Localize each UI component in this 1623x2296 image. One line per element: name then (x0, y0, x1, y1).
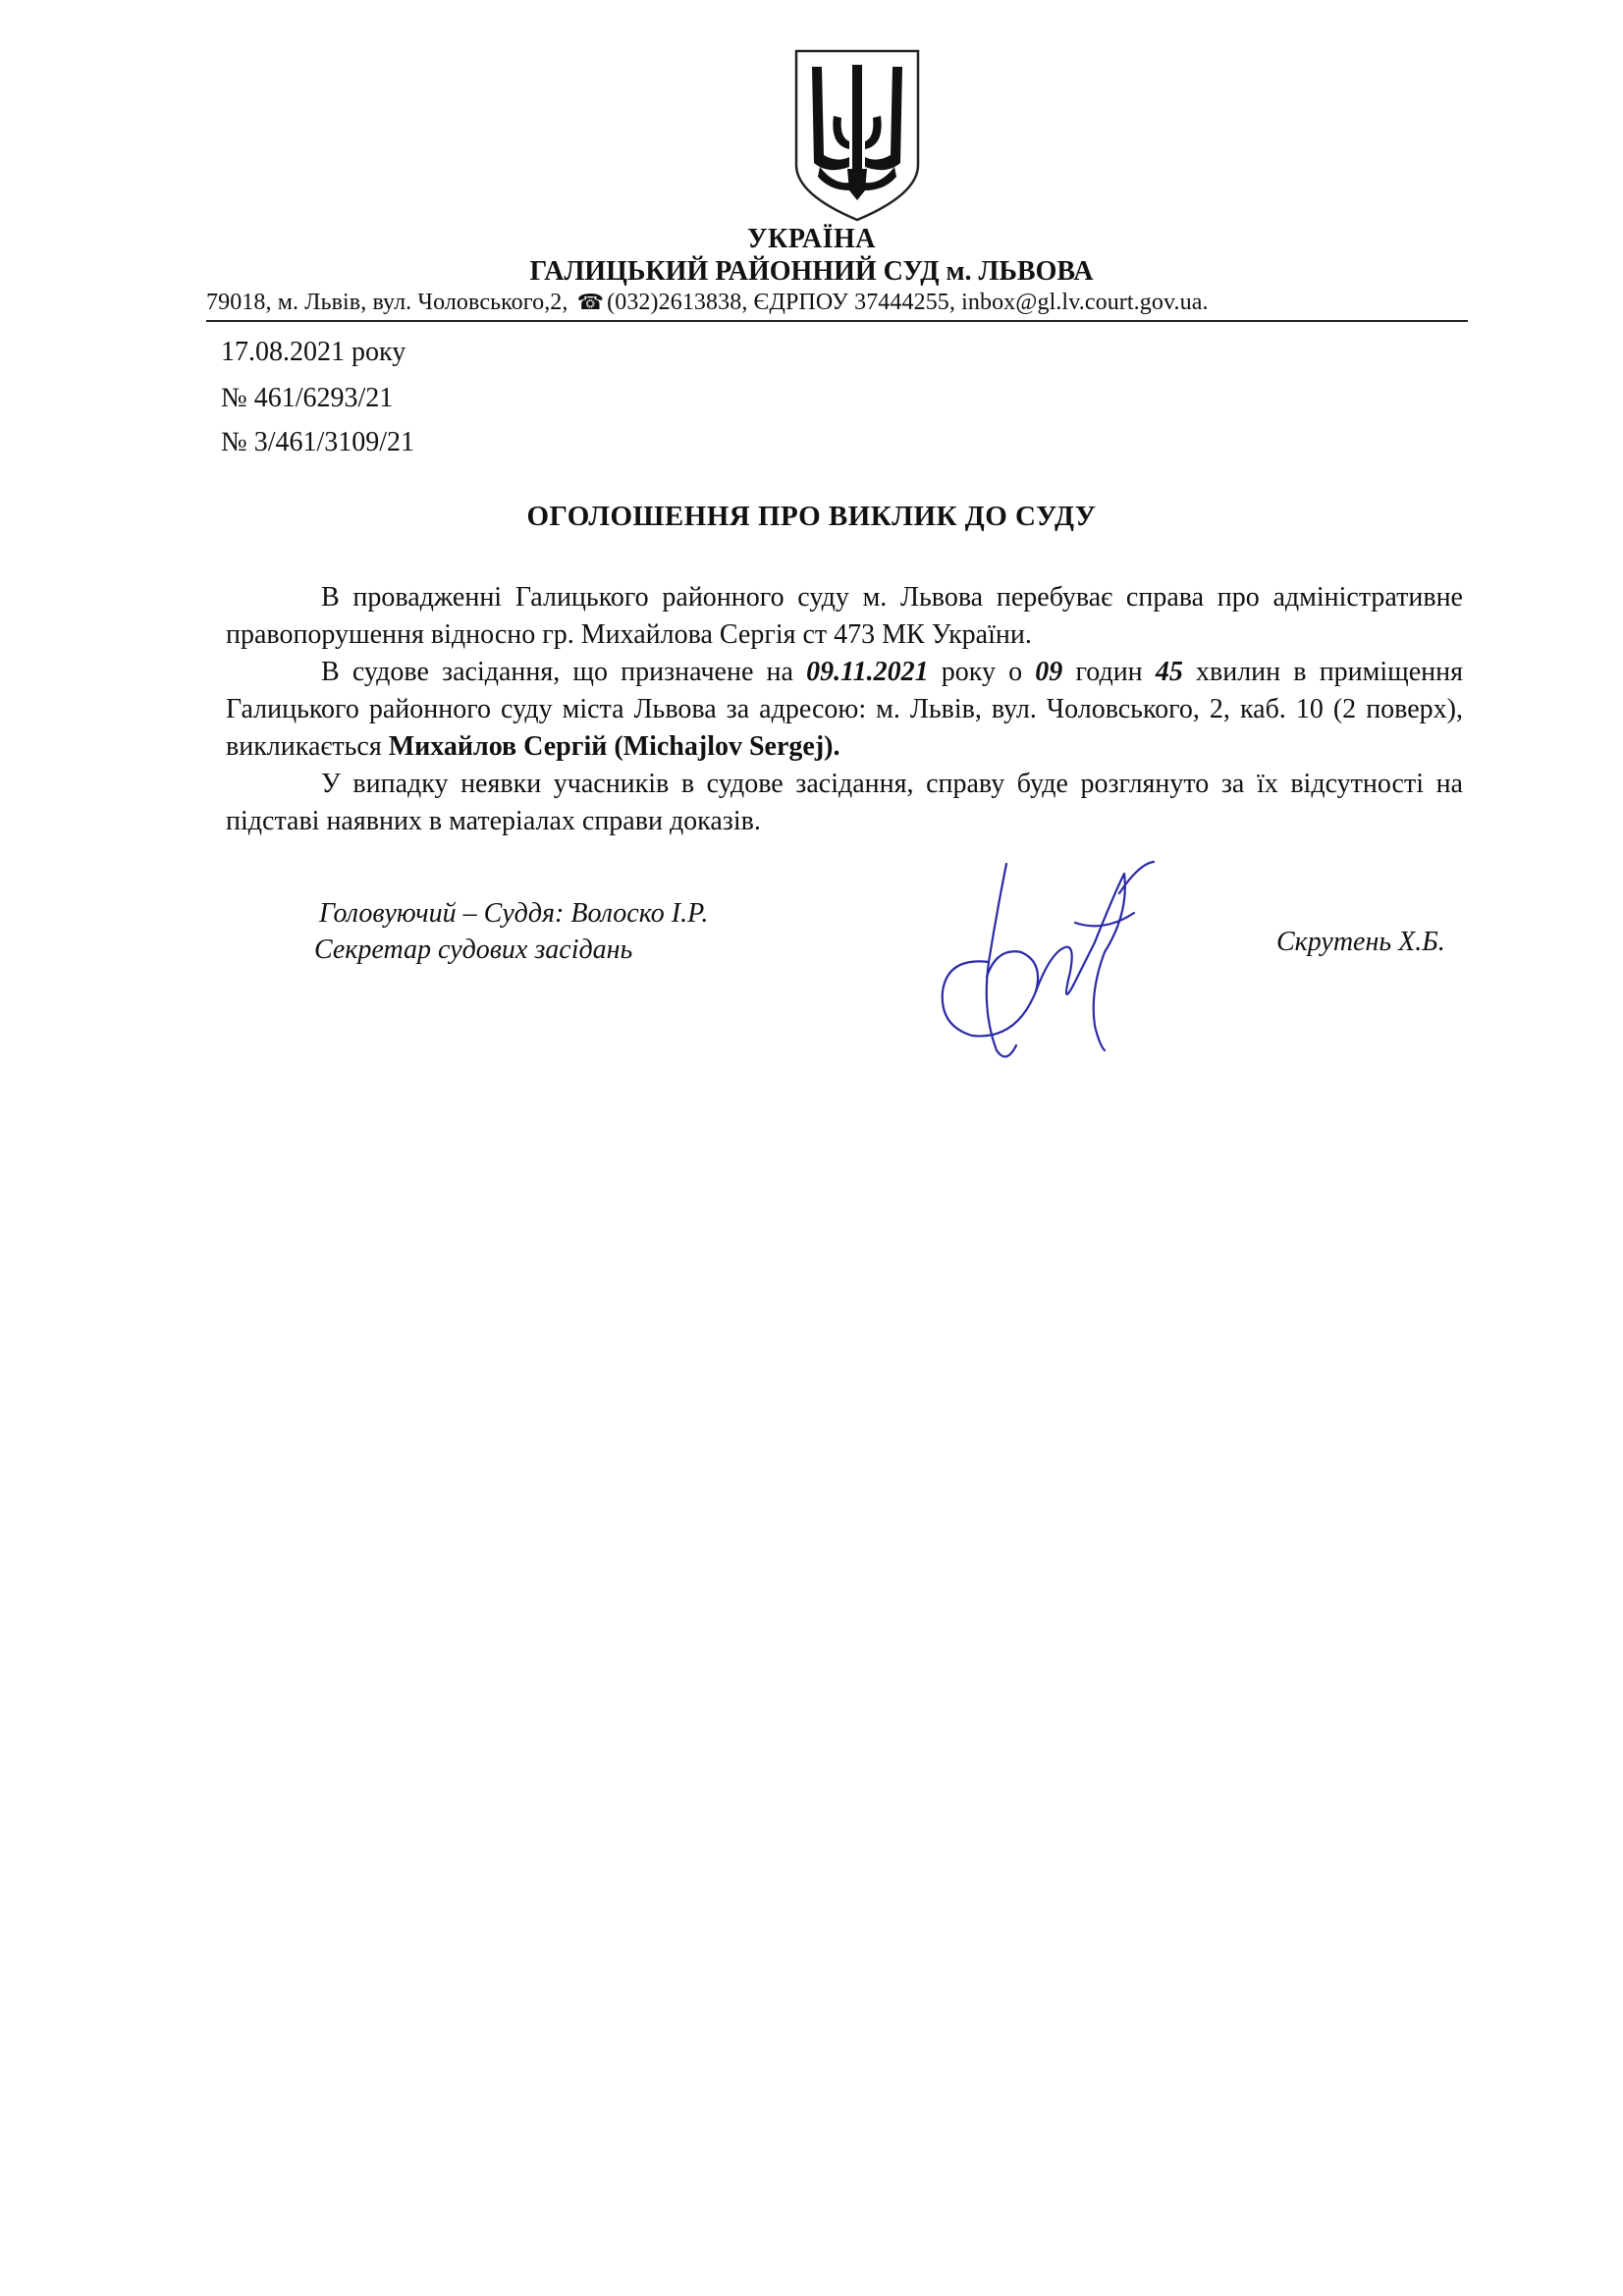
paragraph-absence: У випадку неявки учасників в судове засідання, справу буде розглянуто за їх відсутності на підставі наявних в матеріалах справи доказів. (226, 769, 1463, 836)
judge-signature-line: Головуючий – Суддя: Волоско І.Р. (319, 898, 709, 929)
hearing-hour: 09 (1035, 657, 1063, 687)
case-number-secondary: № 3/461/3109/21 (221, 427, 415, 457)
court-address-line (206, 290, 1473, 316)
secretary-label: Секретар судових засідань (314, 934, 633, 965)
phone-number: (032)2613838 (607, 290, 742, 315)
secretary-name: Скрутень Х.Б. (1276, 927, 1445, 957)
handwritten-signature-icon (928, 854, 1163, 1070)
edrpou-email: , ЄДРПОУ 37444255, inbox@gl.lv.court.gov.ua. (741, 290, 1209, 315)
court-name-heading: ГАЛИЦЬКИЙ РАЙОННИЙ СУД м. ЛЬВОВА (529, 256, 1094, 287)
hearing-minutes: 45 (1155, 657, 1183, 687)
address-text: 79018, м. Львів, вул. Чоловського,2, (206, 290, 568, 315)
summoned-person: Михайлов Сергій (Michajlov Sergej). (388, 731, 840, 762)
document-title: ОГОЛОШЕННЯ ПРО ВИКЛИК ДО СУДУ (526, 501, 1097, 532)
notice-body (226, 579, 1463, 840)
document-date: 17.08.2021 року (221, 337, 406, 367)
telephone-icon: ☎ (576, 290, 605, 314)
hearing-date: 09.11.2021 (806, 657, 929, 687)
country-heading: УКРАЇНА (747, 224, 876, 254)
case-number-primary: № 461/6293/21 (221, 383, 394, 413)
trident-emblem-icon (790, 47, 924, 224)
paragraph-case: В провадженні Галицького районного суду м. Львова перебуває справа про адміністративне правопорушення відносно гр. Михайлова Сергія ст 473 МК України. (226, 582, 1463, 650)
paragraph-hearing: В судове засідання, що призначене на 09.11.2021 року о 09 годин 45 хвилин в приміщення Галицького районного суду міста Львова за адресою: м. Львів, вул. Чоловського, 2, каб. 10 (2 поверх), викликається Михайлов Сергій (Michajlov Sergej). (226, 657, 1463, 762)
header-divider (206, 320, 1468, 322)
